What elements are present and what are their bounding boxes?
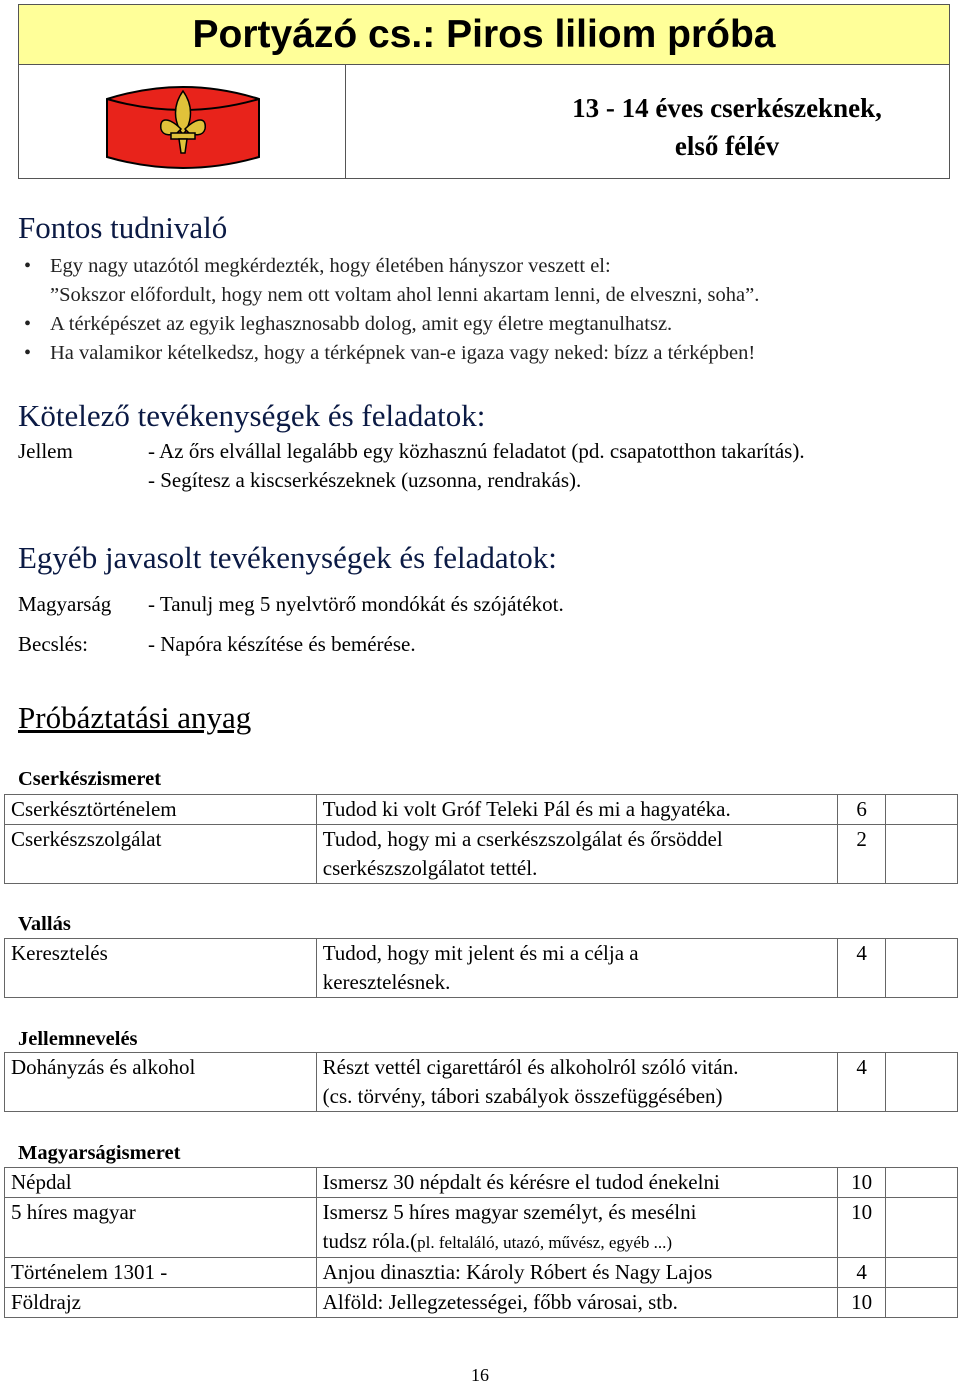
- check-cell: [886, 1258, 958, 1288]
- section-heading-fontos: Fontos tudnivaló: [18, 210, 228, 245]
- table-vallas: [4, 938, 958, 998]
- topic-cell: Keresztelés: [5, 939, 317, 998]
- table-magyarsagismeret: [4, 1167, 958, 1318]
- egyeb-label-1: Magyarság: [18, 592, 112, 616]
- category-jellemneveles: Jellemnevelés: [18, 1028, 138, 1050]
- table-row: [5, 1053, 958, 1112]
- scout-hat-fleur-de-lis-icon: [103, 77, 263, 177]
- egyeb-label-2: Becslés:: [18, 632, 88, 656]
- check-cell: [886, 939, 958, 998]
- points-cell: 10: [838, 1288, 886, 1318]
- points-cell: 4: [838, 1053, 886, 1112]
- points-cell: 10: [838, 1198, 886, 1258]
- header-box: [18, 4, 950, 179]
- topic-cell: Cserkészszolgálat: [5, 825, 317, 884]
- egyeb-text-1: - Tanulj meg 5 nyelvtörő mondókát és szójátékot.: [148, 592, 564, 616]
- topic-cell: 5 híres magyar: [5, 1198, 317, 1258]
- subtitle-line-1: 13 - 14 éves cserkészeknek,: [572, 93, 882, 123]
- desc-cell: Tudod, hogy mi a cserkészszolgálat és őrsöddel cserkészszolgálatot tettél.: [316, 825, 837, 884]
- topic-cell: Cserkésztörténelem: [5, 795, 317, 825]
- fontos-item-3: • Ha valamikor kételkedsz, hogy a térképnek van-e igaza vagy neked: bízz a térképben!: [18, 339, 948, 368]
- table-row: [5, 1168, 958, 1198]
- subtitle-line-2: első félév: [674, 131, 780, 161]
- title-band: [19, 5, 949, 65]
- check-cell: [886, 1198, 958, 1258]
- kotelezo-label: Jellem: [18, 439, 73, 463]
- table-row: [5, 939, 958, 998]
- kotelezo-line-2: - Segítesz a kiscserkészeknek (uzsonna, rendrakás).: [148, 468, 582, 492]
- check-cell: [886, 1053, 958, 1112]
- topic-cell: Népdal: [5, 1168, 317, 1198]
- table-row: [5, 1288, 958, 1318]
- page-number: 16: [471, 1365, 489, 1385]
- check-cell: [886, 825, 958, 884]
- desc-cell: Tudod ki volt Gróf Teleki Pál és mi a hagyatéka.: [316, 795, 837, 825]
- category-vallas: Vallás: [18, 913, 71, 935]
- points-cell: 4: [838, 1258, 886, 1288]
- points-cell: 4: [838, 939, 886, 998]
- check-cell: [886, 795, 958, 825]
- egyeb-text-2: - Napóra készítése és bemérése.: [148, 632, 416, 656]
- subtitle: [346, 65, 951, 179]
- fontos-item-2: • A térképészet az egyik leghasznosabb dolog, amit egy életre megtanulhatsz.: [18, 310, 948, 339]
- desc-cell: Ismersz 30 népdalt és kérésre el tudod énekelni: [316, 1168, 837, 1198]
- table-row: [5, 1198, 958, 1258]
- table-cserkeszismeret: [4, 794, 958, 884]
- category-cserkeszismeret: Cserkészismeret: [18, 768, 162, 790]
- table-row: [5, 795, 958, 825]
- points-cell: 2: [838, 825, 886, 884]
- table-row: [5, 825, 958, 884]
- desc-cell: Anjou dinasztia: Károly Róbert és Nagy Lajos: [316, 1258, 837, 1288]
- topic-cell: Történelem 1301 -: [5, 1258, 317, 1288]
- desc-cell: Ismersz 5 híres magyar személyt, és mesélni tudsz róla.(pl. feltaláló, utazó, művész, egyéb ...): [316, 1198, 837, 1258]
- section-heading-probat: Próbáztatási anyag: [18, 700, 252, 735]
- desc-cell: Tudod, hogy mit jelent és mi a célja a keresztelésnek.: [316, 939, 837, 998]
- category-magyarsagismeret: Magyarságismeret: [18, 1142, 181, 1164]
- table-row: [5, 1258, 958, 1288]
- topic-cell: Földrajz: [5, 1288, 317, 1318]
- section-heading-egyeb: Egyéb javasolt tevékenységek és feladatok:: [18, 540, 557, 575]
- section-heading-kotelezo: Kötelező tevékenységek és feladatok:: [18, 398, 486, 433]
- fontos-item-1: • Egy nagy utazótól megkérdezték, hogy életében hányszor veszett el: ”Sokszor előfordult, hogy nem ott voltam ahol lenni akartam lenni, de elveszni, soha”.: [18, 252, 948, 310]
- desc-cell: Részt vettél cigarettáról és alkoholról szóló vitán. (cs. törvény, tábori szabályok összefüggésében): [316, 1053, 837, 1112]
- points-cell: 10: [838, 1168, 886, 1198]
- page-title: Portyázó cs.: Piros liliom próba: [192, 13, 776, 56]
- check-cell: [886, 1288, 958, 1318]
- points-cell: 6: [838, 795, 886, 825]
- topic-cell: Dohányzás és alkohol: [5, 1053, 317, 1112]
- kotelezo-line-1: - Az őrs elvállal legalább egy közhasznú feladatot (pd. csapatotthon takarítás).: [148, 439, 805, 463]
- desc-cell: Alföld: Jellegzetességei, főbb városai, stb.: [316, 1288, 837, 1318]
- check-cell: [886, 1168, 958, 1198]
- logo-cell: [19, 65, 346, 179]
- table-jellemneveles: [4, 1052, 958, 1112]
- fontos-list: [18, 252, 948, 368]
